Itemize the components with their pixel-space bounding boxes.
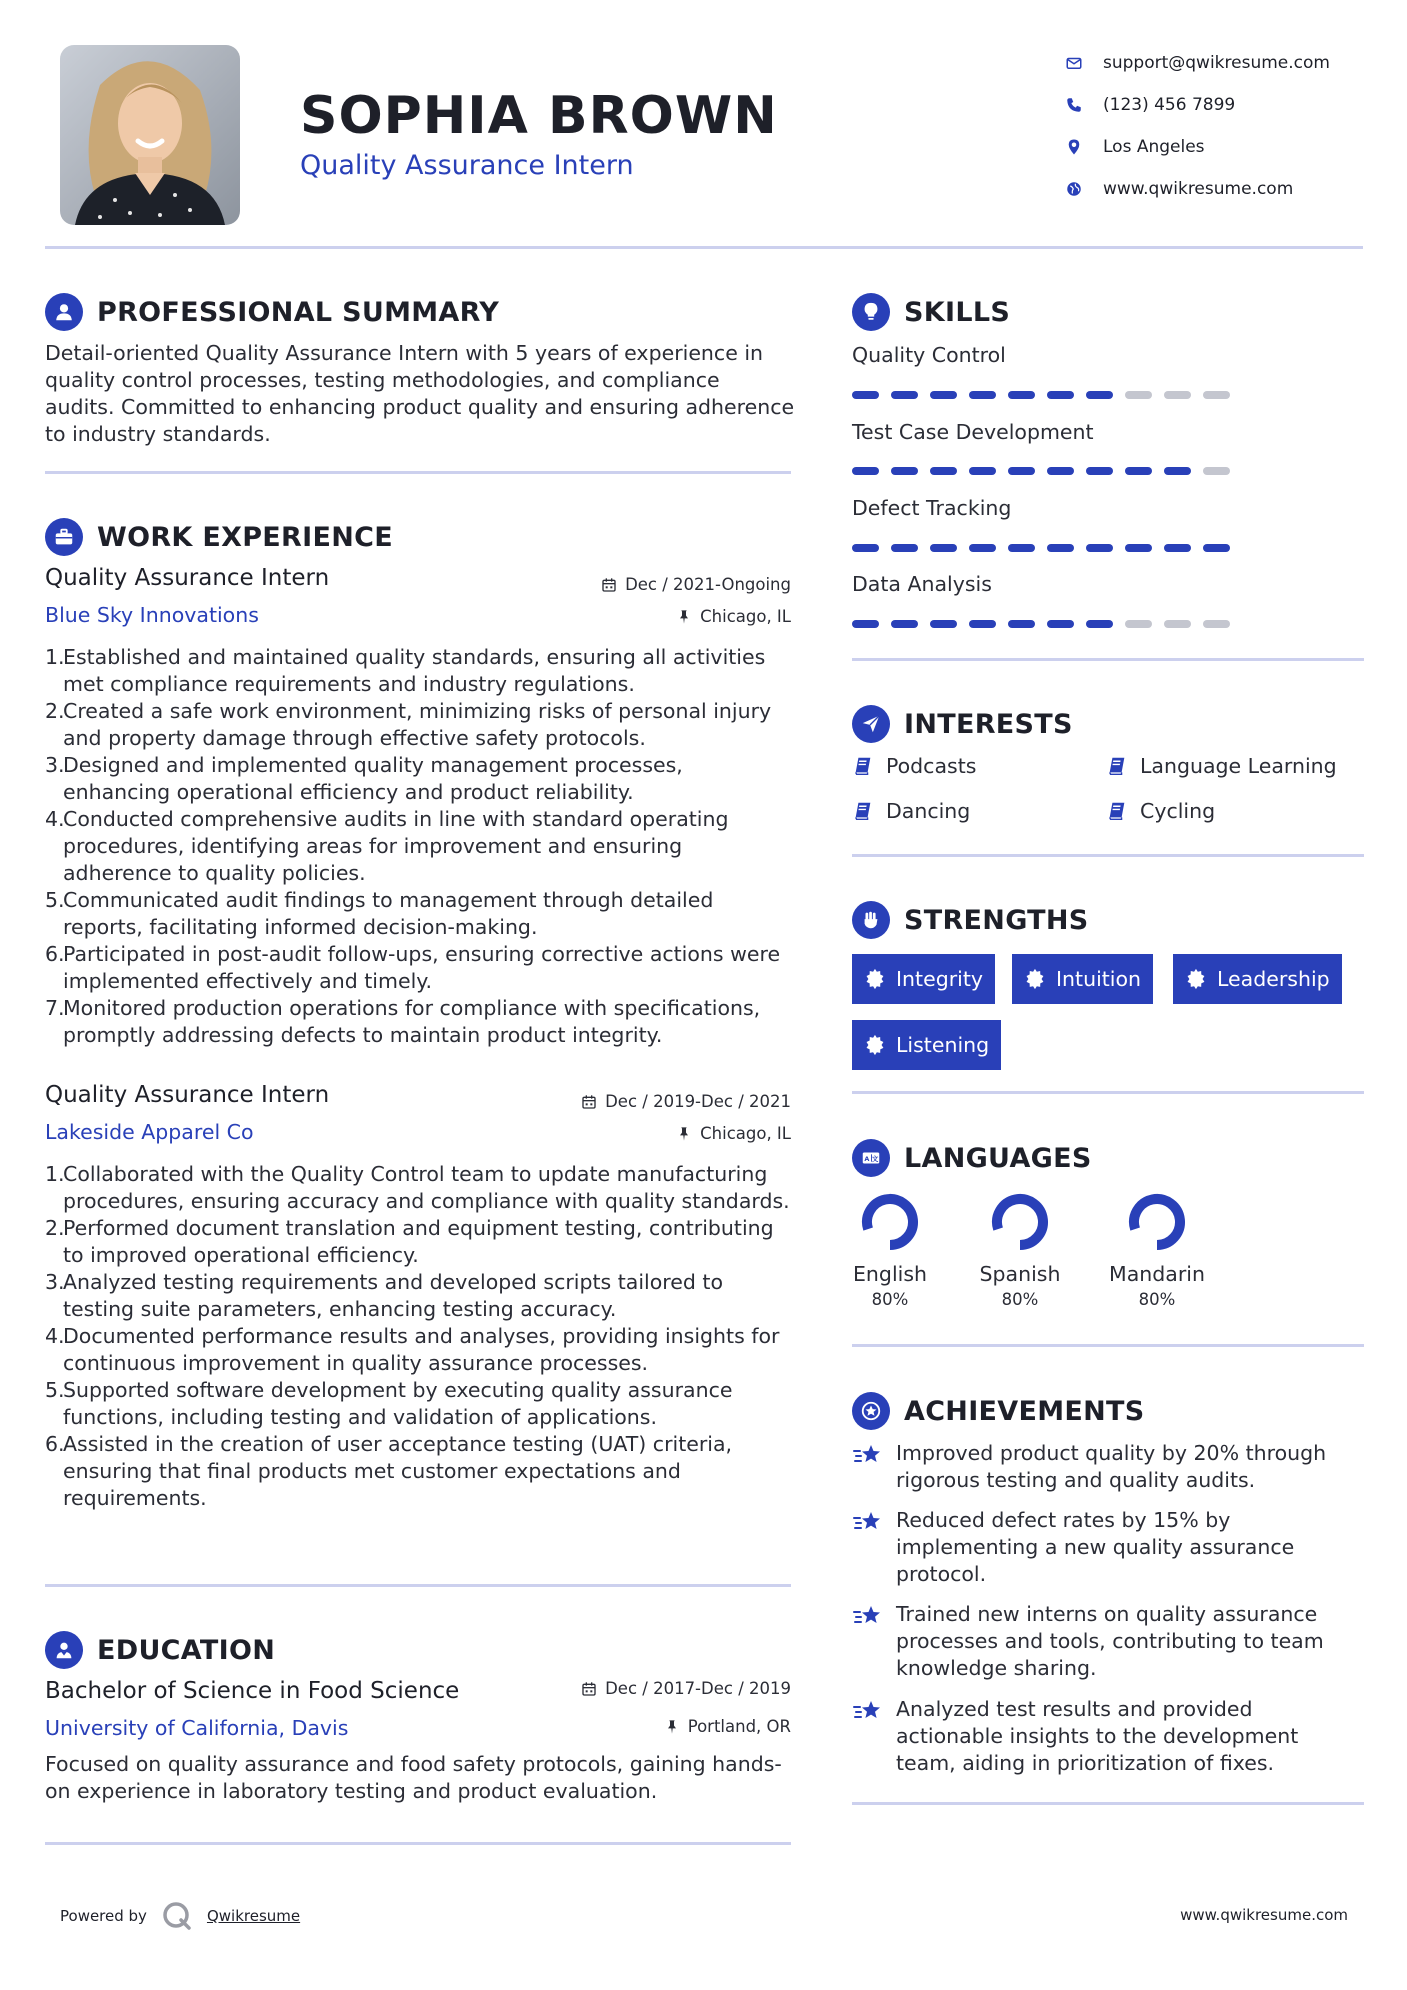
interests-section-header [852,705,1073,743]
language-gauge-arc [997,1199,1043,1245]
list-item: 4. Documented performance results and analyses, providing insights for continuous improvement in quality assurance processes. [45,1323,795,1377]
skill-dash-filled [969,391,996,399]
strength-chip-intuition [1012,954,1153,1004]
list-item-text: Created a safe work environment, minimizing risks of personal injury and property damage through effective safety protocols. [63,699,772,750]
paper-plane-icon [852,705,890,743]
achievement-item [852,1440,1352,1494]
candidate-title: Quality Assurance Intern [300,150,634,181]
translate-icon [852,1139,890,1177]
language-gauge [1127,1192,1187,1252]
skill-dash-filled [1047,620,1074,628]
job-1-title: Quality Assurance Intern [45,565,330,591]
skill-dash-filled [852,467,879,475]
interest-label: Dancing [886,799,971,823]
calendar-icon [581,1094,597,1110]
language-level: 80% [1001,1290,1039,1309]
skill-dash-filled [930,620,957,628]
svg-text:文: 文 [871,1155,879,1164]
contact-location-text: Los Angeles [1103,137,1205,157]
job-1-dates [601,575,791,594]
skill-dash-filled [930,544,957,552]
skill-2-bar [852,467,1242,475]
list-item: 3. Designed and implemented quality management processes, enhancing operational efficiency and product reliability. [45,752,795,806]
skill-2-label: Test Case Development [852,420,1094,444]
strengths-heading: STRENGTHS [904,904,1089,936]
job-1-location-text: Chicago, IL [700,607,791,626]
badge-icon [864,1034,886,1056]
achievements-divider [852,1802,1364,1805]
shooting-star-icon [852,1603,884,1631]
skill-dash-filled [1008,620,1035,628]
job-1-location [676,607,791,626]
svg-text:A: A [864,1155,870,1164]
summary-heading: PROFESSIONAL SUMMARY [97,296,500,328]
list-item: 6. Participated in post-audit follow-ups, ensuring corrective actions were implemented effectively and timely. [45,941,795,995]
interest-label: Podcasts [886,754,977,778]
skill-dash-empty [1203,620,1230,628]
list-item: 6. Assisted in the creation of user acceptance testing (UAT) criteria, ensuring that final products met customer expectations and requirements. [45,1431,795,1512]
list-item: 3. Analyzed testing requirements and developed scripts tailored to testing suite parameters, enhancing testing accuracy. [45,1269,795,1323]
summary-text: Detail-oriented Quality Assurance Intern with 5 years of experience in quality control processes, testing methodologies, and compliance audits. Committed to enhancing product quality and ensuring adherence to industry standards. [45,341,795,446]
calendar-icon [581,1681,597,1697]
briefcase-icon [45,518,83,556]
strength-chip-listening [852,1020,1001,1070]
job-2-title: Quality Assurance Intern [45,1082,330,1108]
skill-3-bar [852,544,1242,552]
powered-by-label: Powered by [60,1907,147,1925]
list-item-text: Communicated audit findings to management through detailed reports, facilitating informed decision-making. [63,888,714,939]
book-icon [1106,755,1128,777]
contact-list [1065,42,1330,210]
skill-dash-filled [1164,467,1191,475]
skill-dash-empty [1164,391,1191,399]
education-dates-text: Dec / 2017-Dec / 2019 [605,1679,791,1698]
language-level: 80% [1138,1290,1176,1309]
skill-dash-filled [1086,467,1113,475]
candidate-name: SOPHIA BROWN [300,86,778,146]
list-item-text: Participated in post-audit follow-ups, ensuring corrective actions were implemented effectively and timely. [63,942,781,993]
job-2-company: Lakeside Apparel Co [45,1120,254,1144]
list-item-text: Documented performance results and analyses, providing insights for continuous improvement in quality assurance processes. [63,1324,780,1375]
achievements-section-header [852,1392,1145,1430]
interest-label: Language Learning [1140,754,1337,778]
pushpin-icon [664,1719,680,1735]
job-2-bullet-list [45,1161,795,1512]
language-gauge [860,1192,920,1252]
interest-item-dancing [852,799,970,823]
skill-dash-filled [1047,391,1074,399]
languages-section-header [852,1139,1092,1177]
interest-item-language-learning [1106,754,1337,778]
list-item-text: Analyzed testing requirements and developed scripts tailored to testing suite parameters, enhancing testing accuracy. [63,1270,723,1321]
badge-icon [1024,968,1046,990]
strengths-section-header [852,901,1089,939]
language-english [830,1192,950,1309]
summary-section-header [45,293,499,331]
qwikresume-logo-icon [161,1900,193,1932]
envelope-icon [1065,54,1083,72]
language-gauge-arc [867,1199,913,1245]
skill-dash-filled [891,620,918,628]
skill-1-label: Quality Control [852,343,1006,367]
skill-dash-filled [891,391,918,399]
pushpin-icon [676,1126,692,1142]
skill-4-label: Data Analysis [852,572,992,596]
skill-dash-filled [891,467,918,475]
shooting-star-icon [852,1698,884,1726]
achievement-text: Trained new interns on quality assurance processes and tools, contributing to team knowledge sharing. [896,1602,1324,1680]
lightbulb-icon [852,293,890,331]
education-section-header [45,1631,275,1669]
skill-dash-filled [1047,467,1074,475]
experience-heading: WORK EXPERIENCE [97,521,393,553]
interests-heading: INTERESTS [904,708,1073,740]
job-2-dates [581,1092,791,1111]
education-heading: EDUCATION [97,1634,276,1666]
interest-label: Cycling [1140,799,1216,823]
fist-icon [852,901,890,939]
list-item: 2. Performed document translation and equipment testing, contributing to improved operational efficiency. [45,1215,795,1269]
skill-dash-filled [1008,544,1035,552]
strength-chip-leadership [1173,954,1342,1004]
education-divider [45,1842,791,1845]
contact-website[interactable] [1065,168,1330,210]
skill-dash-empty [1125,620,1152,628]
list-item: 1. Established and maintained quality standards, ensuring all activities met compliance requirements and industry regulations. [45,644,795,698]
strength-label: Integrity [896,967,983,991]
skill-dash-filled [852,620,879,628]
footer-powered-by [60,1900,300,1932]
skill-dash-filled [852,544,879,552]
list-item-text: Supported software development by executing quality assurance functions, including testing and validation of applications. [63,1378,733,1429]
skills-heading: SKILLS [904,296,1011,328]
skill-dash-filled [1008,467,1035,475]
interests-divider [852,854,1364,857]
list-item: 1. Collaborated with the Quality Control team to update manufacturing procedures, ensuring accuracy and compliance with quality standards. [45,1161,795,1215]
strength-label: Listening [896,1033,990,1057]
skill-dash-empty [1164,620,1191,628]
list-item: 4. Conducted comprehensive audits in line with standard operating procedures, identifying areas for improvement and ensuring adherence to quality policies. [45,806,795,887]
skill-dash-filled [969,620,996,628]
job-2-location-text: Chicago, IL [700,1124,791,1143]
list-item: 7. Monitored production operations for compliance with specifications, promptly addressing defects to maintain product integrity. [45,995,795,1049]
language-gauge [990,1192,1050,1252]
calendar-icon [601,577,617,593]
list-item: 5. Supported software development by executing quality assurance functions, including testing and validation of applications. [45,1377,795,1431]
strengths-divider [852,1091,1364,1094]
footer-website[interactable]: www.qwikresume.com [1180,1906,1348,1924]
list-item-text: Established and maintained quality standards, ensuring all activities met compliance requirements and industry regulations. [63,645,766,696]
skill-dash-empty [1125,391,1152,399]
skill-dash-filled [1086,391,1113,399]
languages-divider [852,1344,1364,1347]
interest-item-podcasts [852,754,976,778]
book-icon [852,755,874,777]
summary-divider [45,471,791,474]
skill-dash-filled [891,544,918,552]
skill-dash-filled [969,467,996,475]
list-item-text: Designed and implemented quality management processes, enhancing operational efficiency and product reliability. [63,753,683,804]
contact-phone[interactable] [1065,84,1330,126]
list-item-text: Conducted comprehensive audits in line with standard operating procedures, identifying areas for improvement and ensuring adherence to quality policies. [63,807,729,885]
skill-dash-filled [1086,620,1113,628]
contact-website-text: www.qwikresume.com [1103,179,1294,199]
strength-label: Intuition [1056,967,1142,991]
job-2-dates-text: Dec / 2019-Dec / 2021 [605,1092,791,1111]
experience-section-header [45,518,393,556]
language-spanish [960,1192,1080,1309]
shooting-star-icon [852,1509,884,1537]
book-icon [852,800,874,822]
strength-chip-integrity [852,954,995,1004]
profile-photo [60,45,240,225]
graduation-icon [45,1631,83,1669]
education-location [664,1717,791,1736]
globe-icon [1065,180,1083,198]
shooting-star-icon [852,1442,884,1470]
language-mandarin [1097,1192,1217,1309]
pushpin-icon [676,609,692,625]
achievement-item [852,1601,1352,1682]
job-1-bullet-list [45,644,795,1049]
list-item: 5. Communicated audit findings to management through detailed reports, facilitating informed decision-making. [45,887,795,941]
phone-icon [1065,96,1083,114]
achievement-text: Reduced defect rates by 15% by implementing a new quality assurance protocol. [896,1508,1295,1586]
contact-email[interactable] [1065,42,1330,84]
achievement-item [852,1696,1352,1777]
star-badge-icon [852,1392,890,1430]
achievements-heading: ACHIEVEMENTS [904,1395,1145,1427]
list-item-text: Performed document translation and equipment testing, contributing to improved operational efficiency. [63,1216,774,1267]
list-item-text: Monitored production operations for compliance with specifications, promptly addressing defects to maintain product integrity. [63,996,761,1047]
contact-email-text: support@qwikresume.com [1103,53,1330,73]
language-level: 80% [871,1290,909,1309]
skill-dash-filled [969,544,996,552]
skill-dash-filled [1125,467,1152,475]
skills-divider [852,658,1364,661]
language-name: Mandarin [1109,1262,1205,1286]
language-name: Spanish [979,1262,1061,1286]
map-pin-icon [1065,138,1083,156]
badge-icon [1185,968,1207,990]
skill-dash-filled [930,467,957,475]
skill-3-label: Defect Tracking [852,496,1012,520]
interest-item-cycling [1106,799,1215,823]
skill-dash-filled [1125,544,1152,552]
language-name: English [852,1262,928,1286]
skill-dash-filled [1203,544,1230,552]
skill-dash-filled [930,391,957,399]
skill-dash-filled [852,391,879,399]
education-dates [581,1679,791,1698]
header-divider [45,246,1363,249]
skill-1-bar [852,391,1242,399]
list-item-text: Assisted in the creation of user acceptance testing (UAT) criteria, ensuring that final products met customer expectations and requirements. [63,1432,733,1510]
book-icon [1106,800,1128,822]
skill-dash-empty [1203,391,1230,399]
contact-phone-text: (123) 456 7899 [1103,95,1236,115]
achievement-text: Improved product quality by 20% through rigorous testing and quality audits. [896,1441,1327,1492]
languages-heading: LANGUAGES [904,1142,1092,1174]
skill-dash-filled [1047,544,1074,552]
list-item-text: Collaborated with the Quality Control team to update manufacturing procedures, ensuring accuracy and compliance with quality standards. [63,1162,790,1213]
user-icon [45,293,83,331]
achievement-text: Analyzed test results and provided actionable insights to the development team, aiding in prioritization of fixes. [896,1697,1299,1775]
badge-icon [864,968,886,990]
education-school: University of California, Davis [45,1716,349,1740]
strength-label: Leadership [1217,967,1330,991]
contact-location [1065,126,1330,168]
job-2-location [676,1124,791,1143]
experience-divider [45,1584,791,1587]
job-1-company: Blue Sky Innovations [45,603,259,627]
education-text: Focused on quality assurance and food safety protocols, gaining hands-on experience in laboratory testing and product evaluation. [45,1752,782,1803]
education-location-text: Portland, OR [687,1717,791,1736]
skill-dash-empty [1203,467,1230,475]
skill-4-bar [852,620,1242,628]
language-gauge-arc [1134,1199,1180,1245]
skill-dash-filled [1008,391,1035,399]
brand-link[interactable]: Qwikresume [206,1907,301,1925]
achievement-item [852,1507,1352,1588]
job-1-dates-text: Dec / 2021-Ongoing [625,575,791,594]
skill-dash-filled [1086,544,1113,552]
education-degree: Bachelor of Science in Food Science [45,1678,460,1704]
skill-dash-filled [1164,544,1191,552]
skills-section-header [852,293,1010,331]
list-item: 2. Created a safe work environment, minimizing risks of personal injury and property damage through effective safety protocols. [45,698,795,752]
